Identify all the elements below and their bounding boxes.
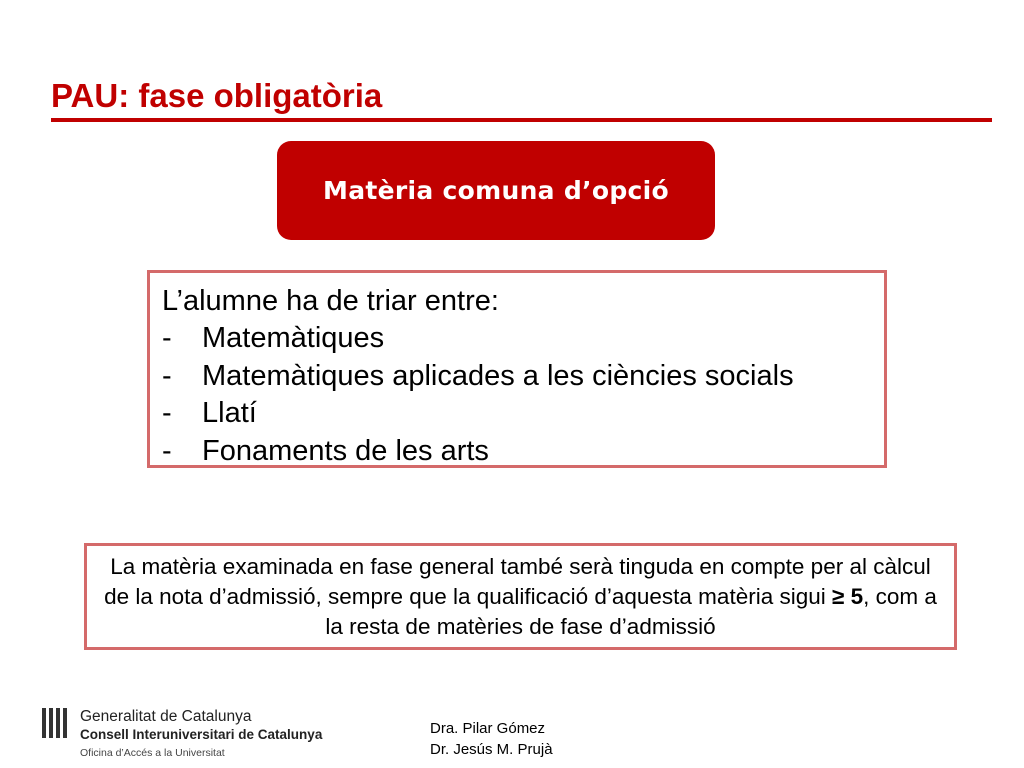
option-label: Matemàtiques aplicades a les ciències socials [202, 359, 794, 392]
options-box [147, 270, 887, 468]
org-name: Generalitat de Catalunya [80, 708, 252, 725]
option-item [162, 320, 794, 358]
note-box [84, 543, 957, 650]
option-item [162, 433, 794, 471]
author-2: Dr. Jesús M. Prujà [430, 741, 553, 758]
note-text-end: , com a la resta de matèries de fase d’admissió [325, 583, 937, 639]
section-label: Matèria comuna d’opció [323, 176, 669, 205]
options-list [162, 320, 794, 470]
option-label: Fonaments de les arts [202, 434, 489, 467]
section-label-banner [277, 141, 715, 240]
author-1: Dra. Pilar Gómez [430, 720, 546, 737]
bullet-dash: - [162, 359, 172, 392]
bullet-dash: - [162, 322, 172, 354]
bullet-dash: - [162, 397, 172, 429]
bullet-dash: - [162, 434, 172, 467]
option-label: Matemàtiques [202, 322, 385, 354]
council-name: Consell Interuniversitari de Catalunya [80, 727, 323, 742]
options-intro: L’alumne ha de triar entre: [162, 285, 499, 317]
note-text-start: La matèria examinada en fase general també serà tinguda en compte per al càlcul de la nota d’admissió, sempre que la qualificació d’aquesta matèria sigui [104, 553, 931, 609]
option-item [162, 358, 794, 396]
note-text [98, 552, 943, 642]
note-emphasis: ≥ 5 [832, 583, 864, 609]
option-item [162, 395, 794, 433]
office-name: Oficina d’Accés a la Universitat [80, 747, 225, 759]
footer-authors [430, 718, 553, 760]
slide-title: PAU: fase obligatòria [51, 77, 383, 114]
option-label: Llatí [202, 397, 257, 429]
footer-organization [80, 708, 322, 762]
title-divider [51, 118, 992, 122]
generalitat-logo-icon [42, 708, 70, 738]
